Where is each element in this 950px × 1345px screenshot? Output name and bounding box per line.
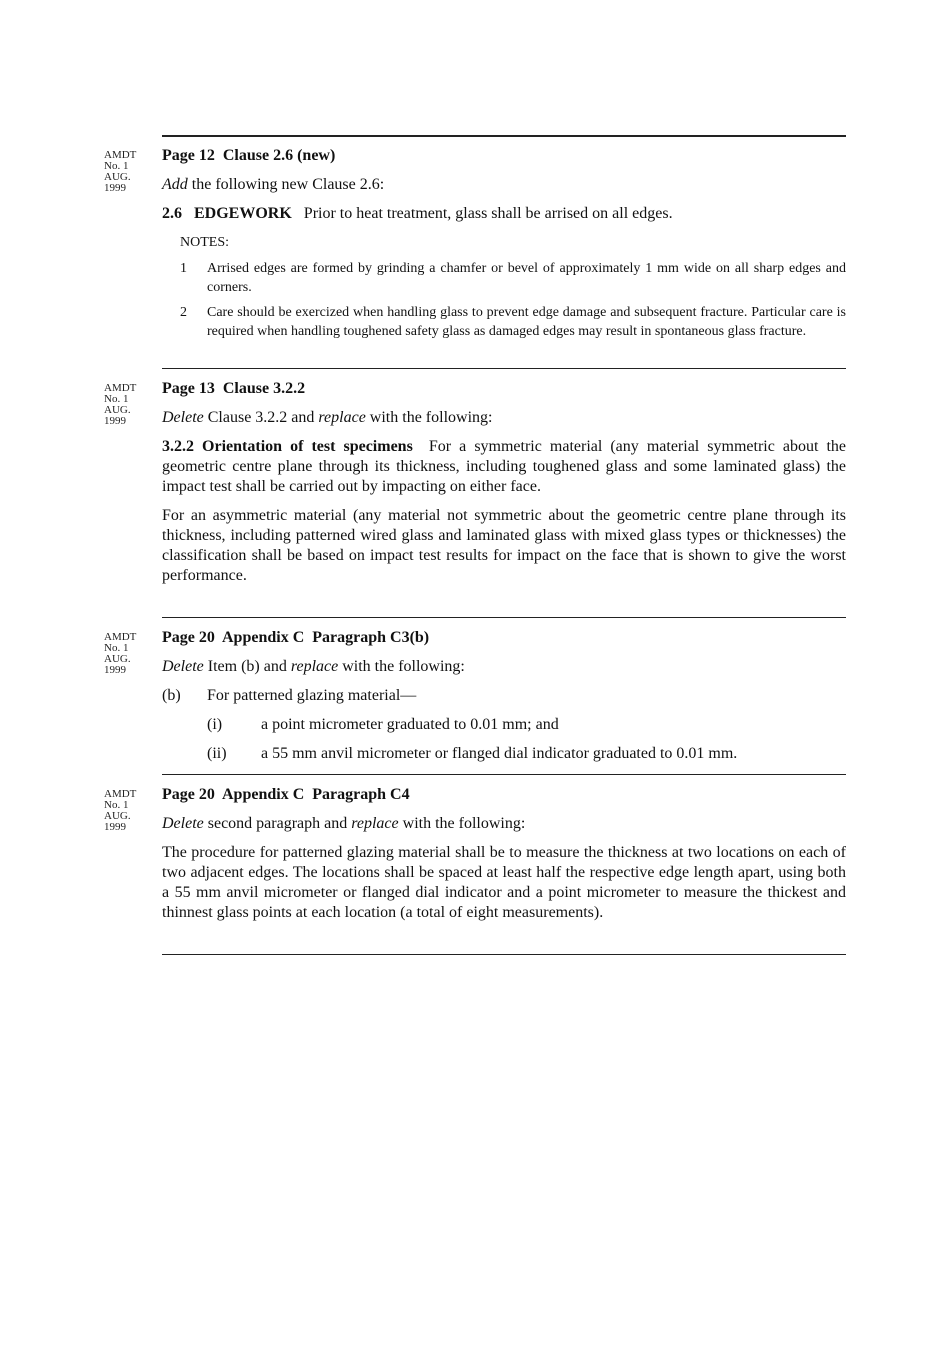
section-heading: Page 20 Appendix C Paragraph C4: [162, 786, 410, 803]
sub-list-item: (i) a point micrometer graduated to 0.01 mm; and: [207, 716, 559, 733]
section-heading: Page 13 Clause 3.2.2: [162, 380, 306, 397]
section-divider: [162, 774, 846, 775]
note-item: 1 Arrised edges are formed by grinding a chamfer or bevel of approximately 1 mm wide on all sharp edges and corners.: [180, 261, 846, 295]
section-divider: [162, 368, 846, 369]
instruction: Delete Clause 3.2.2 and replace with the following:: [162, 409, 493, 426]
section-heading: Page 20 Appendix C Paragraph C3(b): [162, 629, 430, 646]
paragraph: For an asymmetric material (any material not symmetric about the geometric centre plane through its thickness, including patterned wired glass and laminated glass with mixed glass types or thicknesses) the classification shall be based on impact test results for impact on the face that is shown to give the worst performance.: [162, 507, 846, 584]
clause-3-2-2: 3.2.2 Orientation of test specimens For a symmetric material (any material symmetric about the geometric centre plane through its thickness, including toughened glass and some laminated glass) the impact test shall be carried out by impacting on either face.: [162, 438, 847, 495]
list-item: (b) For patterned glazing material—: [162, 687, 417, 704]
sub-list-item: (ii) a 55 mm anvil micrometer or flanged dial indicator graduated to 0.01 mm.: [207, 745, 738, 762]
instruction: Delete second paragraph and replace with the following:: [162, 815, 526, 832]
paragraph: The procedure for patterned glazing material shall be to measure the thickness at two locations on each of two adjacent edges. The locations shall be spaced at least half the respective edge length apart, using both a 55 mm anvil micrometer or flanged dial indicator and a point micrometer to measure the thickest and thinnest glass points at each location (a total of eight measurements).: [162, 844, 846, 921]
notes-label: NOTES:: [180, 235, 229, 250]
bottom-rule: [162, 954, 846, 955]
section-divider: [162, 617, 846, 618]
top-rule: [162, 135, 846, 137]
amendment-margin-note: AMDT No. 1 AUG. 1999: [104, 631, 137, 676]
section-heading: Page 12 Clause 2.6 (new): [162, 147, 336, 164]
instruction: Delete Item (b) and replace with the following:: [162, 658, 465, 675]
clause-2-6: 2.6 EDGEWORK Prior to heat treatment, glass shall be arrised on all edges.: [162, 205, 673, 222]
amendment-margin-note: AMDT No. 1 AUG. 1999: [104, 382, 137, 427]
note-item: 2 Care should be exercized when handling glass to prevent edge damage and subsequent fracture. Particular care is required when handling toughened safety glass as damaged edges may result in spontaneous glass fracture.: [180, 305, 846, 339]
instruction: Add the following new Clause 2.6:: [162, 176, 385, 193]
amendment-margin-note: AMDT No. 1 AUG. 1999: [104, 149, 137, 194]
amendment-margin-note: AMDT No. 1 AUG. 1999: [104, 788, 137, 833]
